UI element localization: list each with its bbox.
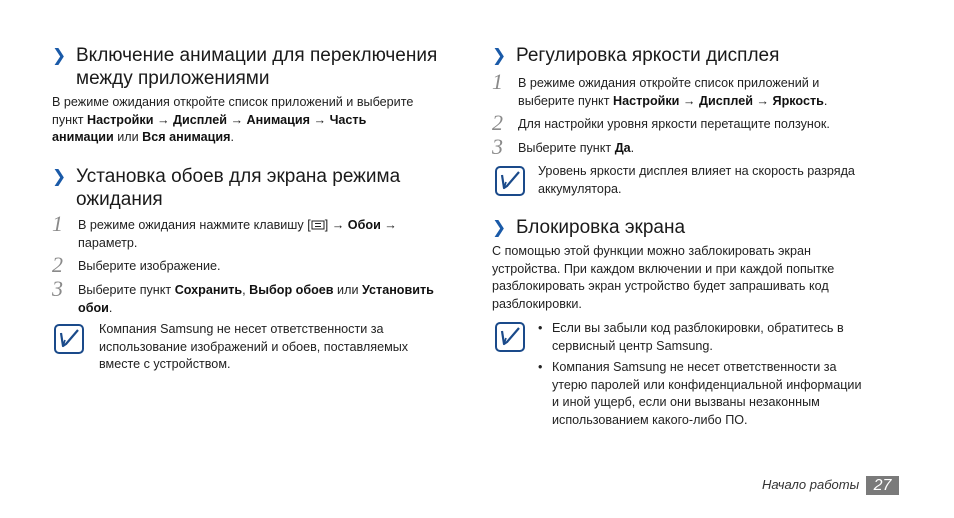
text-line: и иной ущерб, если они вызваны незаконным (552, 395, 820, 409)
note-bullet-list (536, 320, 892, 433)
text: , (242, 283, 250, 297)
arrow: → (230, 112, 244, 127)
arrow: → (313, 112, 327, 127)
bullet: • (538, 360, 543, 374)
text-line: разблокировки. (492, 296, 582, 311)
menu-path-animation: Анимация (246, 112, 310, 127)
step-2 (52, 252, 462, 277)
section-heading-animation (52, 44, 462, 90)
text: Выберите пункт (518, 141, 615, 155)
text: ] → (324, 218, 348, 232)
text: Выберите изображение. (78, 259, 221, 273)
option-yes: Да (614, 141, 631, 155)
text-line: С помощью этой функции можно заблокировать экран (492, 244, 811, 258)
option-install-cont: обои (78, 300, 109, 315)
option-install: Установить (361, 283, 434, 297)
list-item (536, 320, 892, 355)
chevron-right-icon: ❯ (52, 167, 67, 186)
heading-line: Включение анимации для переключения (76, 45, 438, 66)
text-line: утерю паролей или конфиденциальной информации (552, 377, 862, 392)
step-number: 3 (52, 276, 63, 301)
section-paragraph-animation (52, 94, 462, 147)
menu-path-settings: Настройки (612, 93, 680, 108)
text-line: вместе с устройством. (99, 357, 231, 371)
section-heading-screen-lock (492, 216, 892, 239)
option-all-animation: Вся анимация (142, 130, 231, 144)
menu-path-wallpaper: Обои (347, 218, 381, 232)
text: пункт (52, 112, 87, 127)
menu-path-display: Дисплей (699, 93, 753, 108)
arrow: → (752, 93, 773, 108)
step-number: 2 (52, 252, 63, 277)
chevron-right-icon: ❯ (492, 46, 507, 65)
chevron-right-icon: ❯ (492, 218, 507, 237)
text: . (630, 141, 635, 155)
menu-path-brightness: Яркость (772, 93, 824, 108)
text: или (333, 283, 362, 297)
step-1 (492, 69, 892, 110)
text-line: Компания Samsung не несет ответственности за (99, 322, 384, 336)
text-line: устройства. При каждом включении и при каждой попытке (492, 261, 835, 276)
note-icon (495, 166, 525, 196)
step-number: 1 (52, 211, 63, 236)
bullet: • (538, 321, 543, 335)
text-line: В режиме ожидания откройте список приложений и выберите (52, 95, 414, 109)
chevron-right-icon: ❯ (52, 46, 67, 65)
step-3 (52, 276, 462, 317)
text-line: использованием какого-либо ПО. (552, 412, 748, 427)
text-line: Компания Samsung не несет ответственности за (552, 360, 837, 374)
text-line: Если вы забыли код разблокировки, обратитесь в (552, 321, 844, 335)
heading-line: ожидания (76, 189, 163, 210)
option-partial-cont: анимации (52, 130, 114, 144)
text: Для настройки уровня яркости перетащите ползунок. (518, 117, 830, 131)
heading-line: Установка обоев для экрана режима (76, 166, 401, 187)
note-text-brightness (538, 163, 892, 198)
text-line: аккумулятора. (538, 181, 622, 196)
text: . (108, 300, 113, 315)
text: выберите пункт (518, 93, 613, 108)
arrow: → (380, 218, 397, 232)
note-icon (54, 324, 84, 354)
section-heading-brightness (492, 44, 892, 67)
text: В режиме ожидания нажмите клавишу [ (78, 218, 311, 232)
step-3 (492, 134, 892, 159)
option-save: Сохранить (174, 283, 243, 297)
step-number: 1 (492, 69, 503, 94)
heading-text: Блокировка экрана (516, 217, 686, 238)
option-partial: Часть (329, 112, 367, 127)
text-line: В режиме ожидания откройте список приложений и (518, 76, 820, 90)
text: . (230, 130, 234, 144)
step-1 (52, 211, 462, 252)
text-line: сервисный центр Samsung. (552, 338, 713, 353)
note-icon (495, 322, 525, 352)
page-number-badge: 27 (866, 476, 899, 495)
arrow: → (156, 112, 170, 127)
menu-path-display: Дисплей (173, 112, 227, 127)
list-item (536, 359, 892, 429)
step-2 (492, 110, 892, 135)
step-number: 2 (492, 110, 503, 135)
text-line: использование изображений и обоев, поставляемых (99, 339, 409, 354)
menu-path-settings: Настройки (87, 112, 154, 127)
text-line: разблокировать экран устройство будет запрашивать код (492, 279, 829, 293)
footer-section-name: Начало работы (762, 477, 860, 492)
step-number: 3 (492, 134, 503, 159)
text: или (113, 130, 143, 144)
text: Выберите пункт (78, 283, 175, 297)
note-text-wallpaper (99, 321, 459, 374)
heading-text: Регулировка яркости дисплея (516, 45, 780, 66)
text: параметр. (78, 235, 138, 250)
text: . (823, 93, 828, 108)
arrow: → (679, 93, 700, 108)
section-heading-wallpaper (52, 165, 462, 211)
option-set-wallpaper: Выбор обоев (249, 283, 334, 297)
section-paragraph-screen-lock (492, 243, 892, 313)
menu-key-icon (311, 220, 325, 230)
text-line: Уровень яркости дисплея влияет на скорость разряда (538, 164, 855, 178)
heading-line: между приложениями (76, 68, 270, 89)
